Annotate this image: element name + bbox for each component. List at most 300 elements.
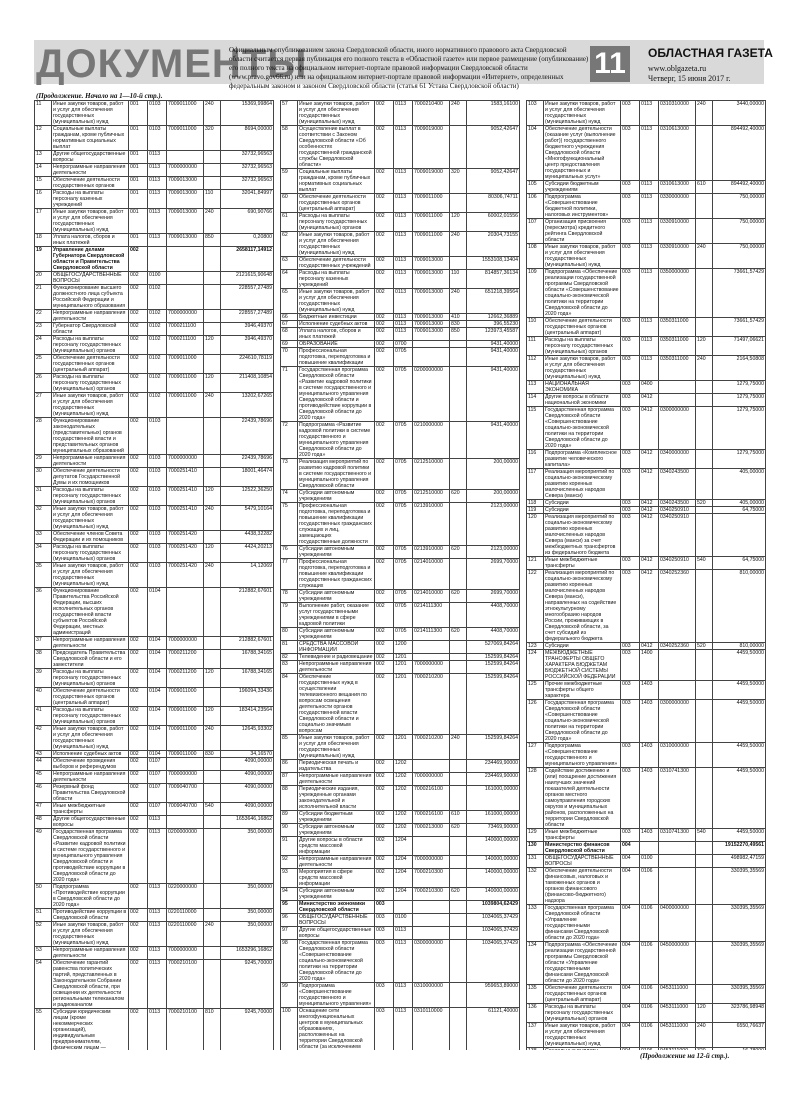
cell-c4 <box>204 151 221 164</box>
cell-sum: 405,00000 <box>713 469 766 500</box>
cell-name: Уплата налогов, сборов и иных платежей <box>298 328 375 341</box>
cell-n: 118 <box>527 500 544 507</box>
cell-n: 66 <box>281 314 298 321</box>
cell-n: 34 <box>35 544 52 563</box>
cell-c3: 7000210400 <box>413 101 450 126</box>
cell-name: Иные закупки товаров, работ и услуг для обеспечения государственных (муниципальных) нужд <box>544 356 621 381</box>
table-row <box>281 459 520 490</box>
cell-c1: 003 <box>375 914 394 927</box>
cell-sum: 228557,27489 <box>221 285 274 310</box>
cell-n: 64 <box>281 270 298 289</box>
cell-c1: 002 <box>375 824 394 837</box>
cell-n: 24 <box>35 336 52 355</box>
cell-c4: 850 <box>204 234 221 247</box>
cell-sum: 330395,35569 <box>713 905 766 942</box>
table-row <box>35 637 274 650</box>
cell-n: 80 <box>281 628 298 641</box>
cell-c3: 7009013000 <box>413 270 450 289</box>
cell-c4 <box>696 381 713 394</box>
cell-c1: 002 <box>129 650 148 669</box>
cell-c3 <box>659 1048 696 1051</box>
cell-name: Субсидии <box>544 500 621 507</box>
cell-name: Иные межбюджетные трансферты <box>544 557 621 570</box>
cell-c2: 0102 <box>148 310 167 323</box>
cell-name: Расходы на выплаты персоналу государственных (муниципальных) органов <box>52 487 129 506</box>
table-row <box>281 232 520 257</box>
table-row <box>527 1023 766 1048</box>
cell-c3: 7000216100 <box>413 811 450 824</box>
cell-c1: 002 <box>375 348 394 367</box>
table-row <box>281 786 520 811</box>
cell-name: Обеспечение деятельности государственных органов (центральный аппарат) <box>298 194 375 213</box>
table-row <box>281 422 520 459</box>
cell-c2: 0103 <box>148 101 167 126</box>
cell-name: Реализация мероприятий по социально-экономическому развитию коренных малочисленных народов Севера (манси) за счет межбюджетных трансфертов из федерального бюджета <box>544 514 621 557</box>
cell-name: Обеспечение деятельности государственных органов (центральный аппарат) <box>52 688 129 707</box>
cell-c4 <box>204 884 221 909</box>
cell-c1: 002 <box>129 816 148 829</box>
cell-c1: 003 <box>621 219 640 244</box>
cell-n: 67 <box>281 321 298 328</box>
table-row <box>527 181 766 194</box>
cell-n: 95 <box>281 901 298 914</box>
cell-c1: 002 <box>129 272 148 285</box>
table-row <box>35 726 274 751</box>
cell-c3: 7009011000 <box>413 194 450 213</box>
cell-c3: 0310613000 <box>659 126 696 181</box>
cell-name: ОБРАЗОВАНИЕ <box>298 341 375 348</box>
cell-sum: 2164,50808 <box>713 356 766 381</box>
cell-c4: 120 <box>204 669 221 688</box>
cell-c2: 0705 <box>394 546 413 559</box>
cell-n: 100 <box>281 1008 298 1051</box>
cell-n: 99 <box>281 983 298 1008</box>
cell-c3: 7000210300 <box>413 869 450 888</box>
table-row <box>281 661 520 674</box>
cell-sum: 4459,50000 <box>713 681 766 700</box>
cell-n: 28 <box>35 418 52 455</box>
cell-c1: 002 <box>129 310 148 323</box>
cell-c4 <box>696 743 713 768</box>
cell-n: 93 <box>281 869 298 888</box>
cell-c2: 0103 <box>148 563 167 588</box>
table-row <box>281 289 520 314</box>
cell-c3: 0213910000 <box>413 546 450 559</box>
cell-c1: 002 <box>375 341 394 348</box>
cell-c1 <box>621 1048 640 1051</box>
cell-c2: 0106 <box>640 942 659 985</box>
cell-n: 37 <box>35 637 52 650</box>
cell-n: 78 <box>281 590 298 603</box>
cell-c4 <box>696 855 713 868</box>
cell-sum: 894492,40000 <box>713 181 766 194</box>
cell-c4: 520 <box>696 500 713 507</box>
cell-name: Социальные выплаты гражданам, кроме публичных нормативных социальных выплат <box>52 126 129 151</box>
cell-c1: 002 <box>375 328 394 341</box>
cell-name: Субсидии <box>544 507 621 514</box>
cell-c2: 1403 <box>640 829 659 842</box>
cell-name: Профессиональная подготовка, переподготовка и повышение квалификации государственных гражданских служащих и лиц, замещающих государственные должности <box>298 503 375 546</box>
cell-sum: 140000,00000 <box>467 856 520 869</box>
cell-c4 <box>450 760 467 773</box>
cell-sum: 73469,90000 <box>467 824 520 837</box>
cell-c3: 7009011000 <box>167 726 204 751</box>
cell-c1: 003 <box>621 407 640 450</box>
cell-c2 <box>640 842 659 855</box>
cell-c1: 002 <box>375 213 394 232</box>
cell-c4 <box>696 570 713 643</box>
table-row <box>35 884 274 909</box>
cell-n: 15 <box>35 177 52 190</box>
cell-sum: 12522,36250 <box>221 487 274 506</box>
cell-n: 130 <box>527 842 544 855</box>
table-row <box>527 269 766 318</box>
cell-name: Иные закупки товаров, работ и услуг для обеспечения государственных (муниципальных) нужд <box>544 244 621 269</box>
cell-name: Субсидии автономным учреждениям <box>298 490 375 503</box>
cell-c3 <box>167 418 204 455</box>
cell-c2: 0113 <box>394 289 413 314</box>
cell-sum: 330395,35569 <box>713 942 766 985</box>
cell-c1: 002 <box>375 194 394 213</box>
cell-name: Бюджетные инвестиции <box>298 314 375 321</box>
cell-name: Субсидии автономным учреждениям <box>298 824 375 837</box>
table-row <box>527 1004 766 1023</box>
cell-c1: 003 <box>375 927 394 940</box>
cell-c3: 0310000000 <box>659 743 696 768</box>
cell-name: Непрограммные направления деятельности <box>298 856 375 869</box>
cell-c2: 1403 <box>640 768 659 829</box>
cell-c2: 0113 <box>394 101 413 126</box>
table-row <box>527 855 766 868</box>
cell-c3 <box>167 285 204 310</box>
cell-sum: 4090,00000 <box>221 803 274 816</box>
cell-c1: 002 <box>129 563 148 588</box>
cell-n: 114 <box>527 394 544 407</box>
cell-name: Подпрограмма «Комплексное развитие человеческого капитала» <box>544 450 621 469</box>
table-row <box>35 190 274 209</box>
cell-c2: 0113 <box>148 816 167 829</box>
cell-name: Организация присвоения (пересмотра) кредитного рейтинга Свердловской области <box>544 219 621 244</box>
cell-n: 51 <box>35 909 52 922</box>
cell-c2: 0113 <box>394 314 413 321</box>
cell-c2: 0104 <box>148 669 167 688</box>
cell-c4: 120 <box>204 374 221 393</box>
cell-n: 38 <box>35 650 52 669</box>
table-row <box>281 546 520 559</box>
cell-n: 132 <box>527 868 544 905</box>
cell-sum: 1039804,62429 <box>467 901 520 914</box>
cell-c1: 002 <box>129 909 148 922</box>
cell-c1: 001 <box>129 177 148 190</box>
table-row <box>35 468 274 487</box>
cell-c4: 240 <box>696 1023 713 1048</box>
cell-name: Обеспечение деятельности государственных органов (центральный аппарат) <box>544 318 621 337</box>
cell-n: 30 <box>35 468 52 487</box>
cell-sum: 140000,00000 <box>467 888 520 901</box>
cell-c4 <box>204 247 221 272</box>
cell-c1: 001 <box>129 126 148 151</box>
cell-name: ОБЩЕГОСУДАРСТВЕННЫЕ ВОПРОСЫ <box>298 914 375 927</box>
cell-n: 23 <box>35 323 52 336</box>
cell-name: Функционирование высшего должностного лица субъекта Российской Федерации и муниципального образования <box>52 285 129 310</box>
cell-n: 85 <box>281 735 298 760</box>
paper-url[interactable]: www.oblgazeta.ru <box>648 64 707 73</box>
cell-sum: 234469,90000 <box>467 760 520 773</box>
table-row <box>527 407 766 450</box>
cell-c3: 7000251410 <box>167 487 204 506</box>
cell-sum: 894492,40000 <box>713 126 766 181</box>
cell-c2: 0113 <box>394 940 413 983</box>
cell-sum: 350,00000 <box>221 884 274 909</box>
cell-c4: 320 <box>450 169 467 194</box>
cell-n: 129 <box>527 829 544 842</box>
cell-c4 <box>696 681 713 700</box>
cell-c3: 7009040700 <box>167 784 204 803</box>
table-row <box>35 650 274 669</box>
table-row <box>527 500 766 507</box>
table-row <box>527 557 766 570</box>
table-row <box>527 743 766 768</box>
table-row <box>527 829 766 842</box>
cell-sum: 64,75000 <box>713 557 766 570</box>
cell-c2: 0104 <box>148 588 167 637</box>
cell-sum: 4090,00000 <box>221 784 274 803</box>
cell-c3: 7000000000 <box>413 773 450 786</box>
cell-sum: 234469,90000 <box>467 773 520 786</box>
cell-name: Государственная программа Свердловской области «Совершенствование социально-экономической политики на территории Свердловской области до 2020 года» <box>544 700 621 743</box>
cell-c1: 002 <box>375 811 394 824</box>
table-row <box>281 194 520 213</box>
cell-c3: 7000000000 <box>167 310 204 323</box>
cell-c1: 003 <box>621 381 640 394</box>
cell-sum: 1034065,37429 <box>467 927 520 940</box>
cell-c2: 0113 <box>148 829 167 884</box>
cell-c2: 0103 <box>148 544 167 563</box>
cell-name: Обеспечение деятельности государственных органов (центральный аппарат) <box>544 985 621 1004</box>
cell-c2: 0705 <box>394 459 413 490</box>
cell-n: 40 <box>35 688 52 707</box>
cell-n <box>527 1048 544 1051</box>
cell-c2: 0104 <box>148 650 167 669</box>
cell-name: Другие общегосударственные вопросы <box>52 816 129 829</box>
cell-name: Реализация мероприятий по социально-экономическому развитию коренных малочисленных народов Севера (манси), направленных на содействие этнокультурному многообразию народов России, проживающих в Свердловской области, за счет субсидий из федерального бюджета <box>544 570 621 643</box>
cell-c4 <box>204 960 221 1009</box>
cell-c1: 002 <box>129 487 148 506</box>
cell-c2: 1201 <box>394 674 413 735</box>
cell-c3: 7009013000 <box>167 209 204 234</box>
cell-c4 <box>204 323 221 336</box>
cell-c1: 004 <box>621 842 640 855</box>
table-row <box>281 314 520 321</box>
cell-n: 52 <box>35 922 52 947</box>
cell-c2: 1403 <box>640 681 659 700</box>
cell-c1: 003 <box>375 940 394 983</box>
cell-name: Иные закупки товаров, работ и услуг для обеспечения государственных (муниципальных) нужд <box>298 735 375 760</box>
table-row <box>35 247 274 272</box>
cell-c4 <box>204 688 221 707</box>
cell-sum: 9245,70000 <box>221 1009 274 1051</box>
table-column-3 <box>526 100 766 1050</box>
table-row <box>527 450 766 469</box>
cell-c3: 0453111000 <box>659 985 696 1004</box>
table-row <box>35 455 274 468</box>
cell-n: 59 <box>281 169 298 194</box>
cell-name: Исполнение судебных актов <box>298 321 375 328</box>
cell-sum: 64,75000 <box>713 507 766 514</box>
cell-c4 <box>450 869 467 888</box>
cell-name: Расходы на выплаты персоналу казенных учреждений <box>52 190 129 209</box>
cell-sum: 527069,84264 <box>467 641 520 654</box>
cell-n: 32 <box>35 506 52 531</box>
cell-c3: 7000210100 <box>167 960 204 1009</box>
cell-c1: 002 <box>375 628 394 641</box>
cell-c4 <box>204 816 221 829</box>
cell-c2: 0104 <box>148 707 167 726</box>
cell-c2: 0103 <box>148 487 167 506</box>
cell-c1: 002 <box>375 101 394 126</box>
cell-c2: 0113 <box>640 244 659 269</box>
cell-sum: 228557,27489 <box>221 310 274 323</box>
cell-c3 <box>659 650 696 681</box>
cell-sum: 323786,98948 <box>713 1004 766 1023</box>
cell-c3: 0310613000 <box>659 181 696 194</box>
cell-sum: 152599,84264 <box>467 735 520 760</box>
cell-n: 41 <box>35 707 52 726</box>
cell-name: Иные закупки товаров, работ и услуг для обеспечения государственных (муниципальных) нужд <box>52 922 129 947</box>
cell-sum: 12662,36889 <box>467 314 520 321</box>
cell-c1: 002 <box>375 760 394 773</box>
cell-c3 <box>167 151 204 164</box>
cell-n: 29 <box>35 455 52 468</box>
cell-name: Другие общегосударственные вопросы <box>52 151 129 164</box>
cell-c1: 002 <box>375 603 394 628</box>
cell-sum: 810,00000 <box>713 570 766 643</box>
cell-sum: 34,16570 <box>221 751 274 758</box>
cell-sum: 3946,49370 <box>221 336 274 355</box>
cell-sum: 9431,40000 <box>467 341 520 348</box>
table-row <box>35 771 274 784</box>
cell-sum: 4459,50000 <box>713 650 766 681</box>
cell-sum: 32732,96563 <box>221 177 274 190</box>
cell-c4 <box>204 771 221 784</box>
cell-c1: 002 <box>375 503 394 546</box>
cell-c1: 001 <box>129 209 148 234</box>
table-row <box>35 285 274 310</box>
cell-sum: 9431,40000 <box>467 422 520 459</box>
cell-n: 63 <box>281 257 298 270</box>
cell-c4: 240 <box>450 101 467 126</box>
cell-c2: 0412 <box>640 450 659 469</box>
cell-c2: 0412 <box>640 643 659 650</box>
cell-c3: 0310741300 <box>659 768 696 829</box>
cell-c1: 003 <box>621 500 640 507</box>
cell-name: СРЕДСТВА МАССОВОЙ ИНФОРМАЦИИ <box>298 641 375 654</box>
cell-c1: 002 <box>129 829 148 884</box>
cell-n: 88 <box>281 786 298 811</box>
cell-sum: 22439,78696 <box>221 418 274 455</box>
cell-c3: 7000251420 <box>167 531 204 544</box>
cell-c3: 0212510000 <box>413 459 450 490</box>
cell-sum: 140000,00000 <box>467 837 520 856</box>
cell-sum: 224610,78119 <box>221 355 274 374</box>
table-row <box>281 270 520 289</box>
cell-c2: 0107 <box>148 784 167 803</box>
cell-c1: 003 <box>621 269 640 318</box>
cell-c3: 0310000000 <box>413 983 450 1008</box>
cell-name: Иные закупки товаров, работ и услуг для обеспечения государственных (муниципальных) нужд <box>298 289 375 314</box>
cell-c3: 0310310000 <box>659 101 696 126</box>
cell-c2: 0400 <box>640 381 659 394</box>
cell-c4 <box>696 985 713 1004</box>
cell-c3 <box>413 927 450 940</box>
cell-c1: 004 <box>621 905 640 942</box>
cell-c1: 002 <box>129 323 148 336</box>
cell-sum: 152599,84264 <box>467 674 520 735</box>
cell-c4: 240 <box>204 209 221 234</box>
cell-c2 <box>148 247 167 272</box>
paper-name: ОБЛАСТНАЯ ГАЗЕТА <box>648 46 773 60</box>
cell-c3: 7000000000 <box>167 947 204 960</box>
cell-c1: 002 <box>375 169 394 194</box>
cell-sum: 350,00000 <box>221 829 274 884</box>
cell-n: 120 <box>527 514 544 557</box>
cell-c4: 240 <box>450 735 467 760</box>
cell-c1: 002 <box>375 459 394 490</box>
cell-sum: 1034065,37429 <box>467 914 520 927</box>
cell-c3: 7000251420 <box>167 544 204 563</box>
cell-c2: 1200 <box>394 641 413 654</box>
cell-sum: 9431,40000 <box>467 348 520 367</box>
table-row <box>35 803 274 816</box>
table-row <box>527 842 766 855</box>
cell-n: 76 <box>281 546 298 559</box>
cell-c1: 002 <box>375 546 394 559</box>
table-row <box>35 393 274 418</box>
cell-c2: 0104 <box>148 688 167 707</box>
cell-c2: 0705 <box>394 628 413 641</box>
table-row <box>35 506 274 531</box>
cell-name: МЕЖБЮДЖЕТНЫЕ ТРАНСФЕРТЫ ОБЩЕГО ХАРАКТЕРА БЮДЖЕТАМ БЮДЖЕТНОЙ СИСТЕМЫ РОССИЙСКОЙ ФЕДЕРАЦИИ <box>544 650 621 681</box>
cell-name: Непрограммные направления деятельности <box>52 637 129 650</box>
table-row <box>281 856 520 869</box>
table-row <box>35 909 274 922</box>
cell-n: 126 <box>527 700 544 743</box>
cell-c2: 0113 <box>148 922 167 947</box>
table-row <box>281 503 520 546</box>
cell-c4 <box>204 455 221 468</box>
cell-c3: 0330910000 <box>659 219 696 244</box>
table-row <box>281 348 520 367</box>
cell-c2: 1204 <box>394 837 413 856</box>
cell-c1: 003 <box>621 643 640 650</box>
cell-name: Расходы на выплаты персоналу государственных (муниципальных) органов <box>52 336 129 355</box>
table-row <box>527 126 766 181</box>
cell-c4 <box>450 459 467 490</box>
cell-c2: 0102 <box>148 355 167 374</box>
cell-c4 <box>696 868 713 905</box>
cell-c4 <box>696 514 713 557</box>
cell-c4: 620 <box>450 888 467 901</box>
cell-c4: 240 <box>696 356 713 381</box>
cell-c1: 002 <box>375 232 394 257</box>
cell-n: 13 <box>35 151 52 164</box>
cell-c4 <box>450 503 467 546</box>
cell-c2: 0412 <box>640 557 659 570</box>
cell-sum: 750,00000 <box>713 244 766 269</box>
cell-name: Обеспечение членов Совета Федерации и их помощников <box>52 531 129 544</box>
cell-c3: 7000251410 <box>167 506 204 531</box>
table-row <box>35 126 274 151</box>
